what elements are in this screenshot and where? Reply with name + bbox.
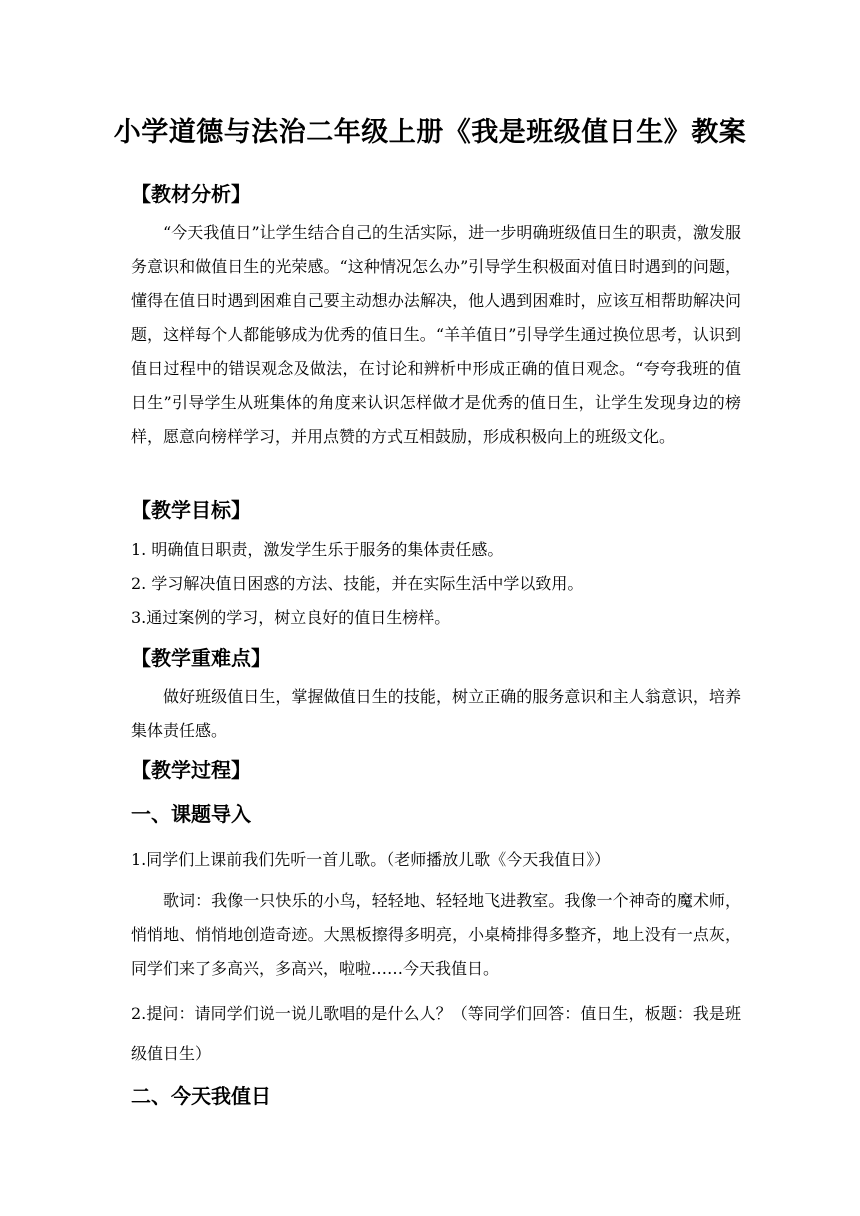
heading-part1-intro: 一、课题导入	[131, 802, 251, 826]
goal-item-2: 2. 学习解决值日困惑的方法、技能，并在实际生活中学以致用。	[131, 574, 584, 593]
heading-goals: 【教学目标】	[131, 498, 251, 522]
heading-key-points: 【教学重难点】	[131, 646, 271, 670]
document-title: 小学道德与法治二年级上册《我是班级值日生》教案	[113, 117, 747, 148]
goal-item-1: 1. 明确值日职责，激发学生乐于服务的集体责任感。	[131, 540, 504, 559]
intro-step-2: 2.提问：请同学们说一说儿歌唱的是什么人？（等同学们回答：值日生，板题：我是班级值日生）	[131, 1004, 741, 1063]
key-points-paragraph: 做好班级值日生，掌握做值日生的技能，树立正确的服务意识和主人翁意识，培养集体责任感。	[131, 687, 741, 740]
intro-step-1: 1.同学们上课前我们先听一首儿歌。（老师播放儿歌《今天我值日》）	[131, 850, 611, 869]
heading-process: 【教学过程】	[131, 758, 251, 782]
analysis-paragraph: “今天我值日”让学生结合自己的生活实际，进一步明确班级值日生的职责，激发服务意识和做值日生的光荣感。“这种情况怎么办”引导学生积极面对值日时遇到的问题，懂得在值日时遇到困难自己要主动想办法解决，他人遇到困难时，应该互相帮助解决问题，这样每个人都能够成为优秀的值日生。“羊羊值日”引导学生通过换位思考，认识到值日过程中的错误观念及做法，在讨论和辨析中形成正确的值日观念。“夸夸我班的值日生”引导学生从班集体的角度来认识怎样做才是优秀的值日生，让学生发现身边的榜样，愿意向榜样学习，并用点赞的方式互相鼓励，形成积极向上的班级文化。	[131, 223, 741, 446]
song-lyrics: 歌词：我像一只快乐的小鸟，轻轻地、轻轻地飞进教室。我像一个神奇的魔术师，悄悄地、悄悄地创造奇迹。大黑板擦得多明亮，小桌椅排得多整齐，地上没有一点灰，同学们来了多高兴，多高兴，啦啦……今天我值日。	[131, 891, 741, 978]
goal-item-3: 3.通过案例的学习，树立良好的值日生榜样。	[131, 608, 451, 627]
heading-analysis: 【教材分析】	[131, 182, 251, 206]
heading-part2-duty: 二、今天我值日	[131, 1084, 271, 1108]
